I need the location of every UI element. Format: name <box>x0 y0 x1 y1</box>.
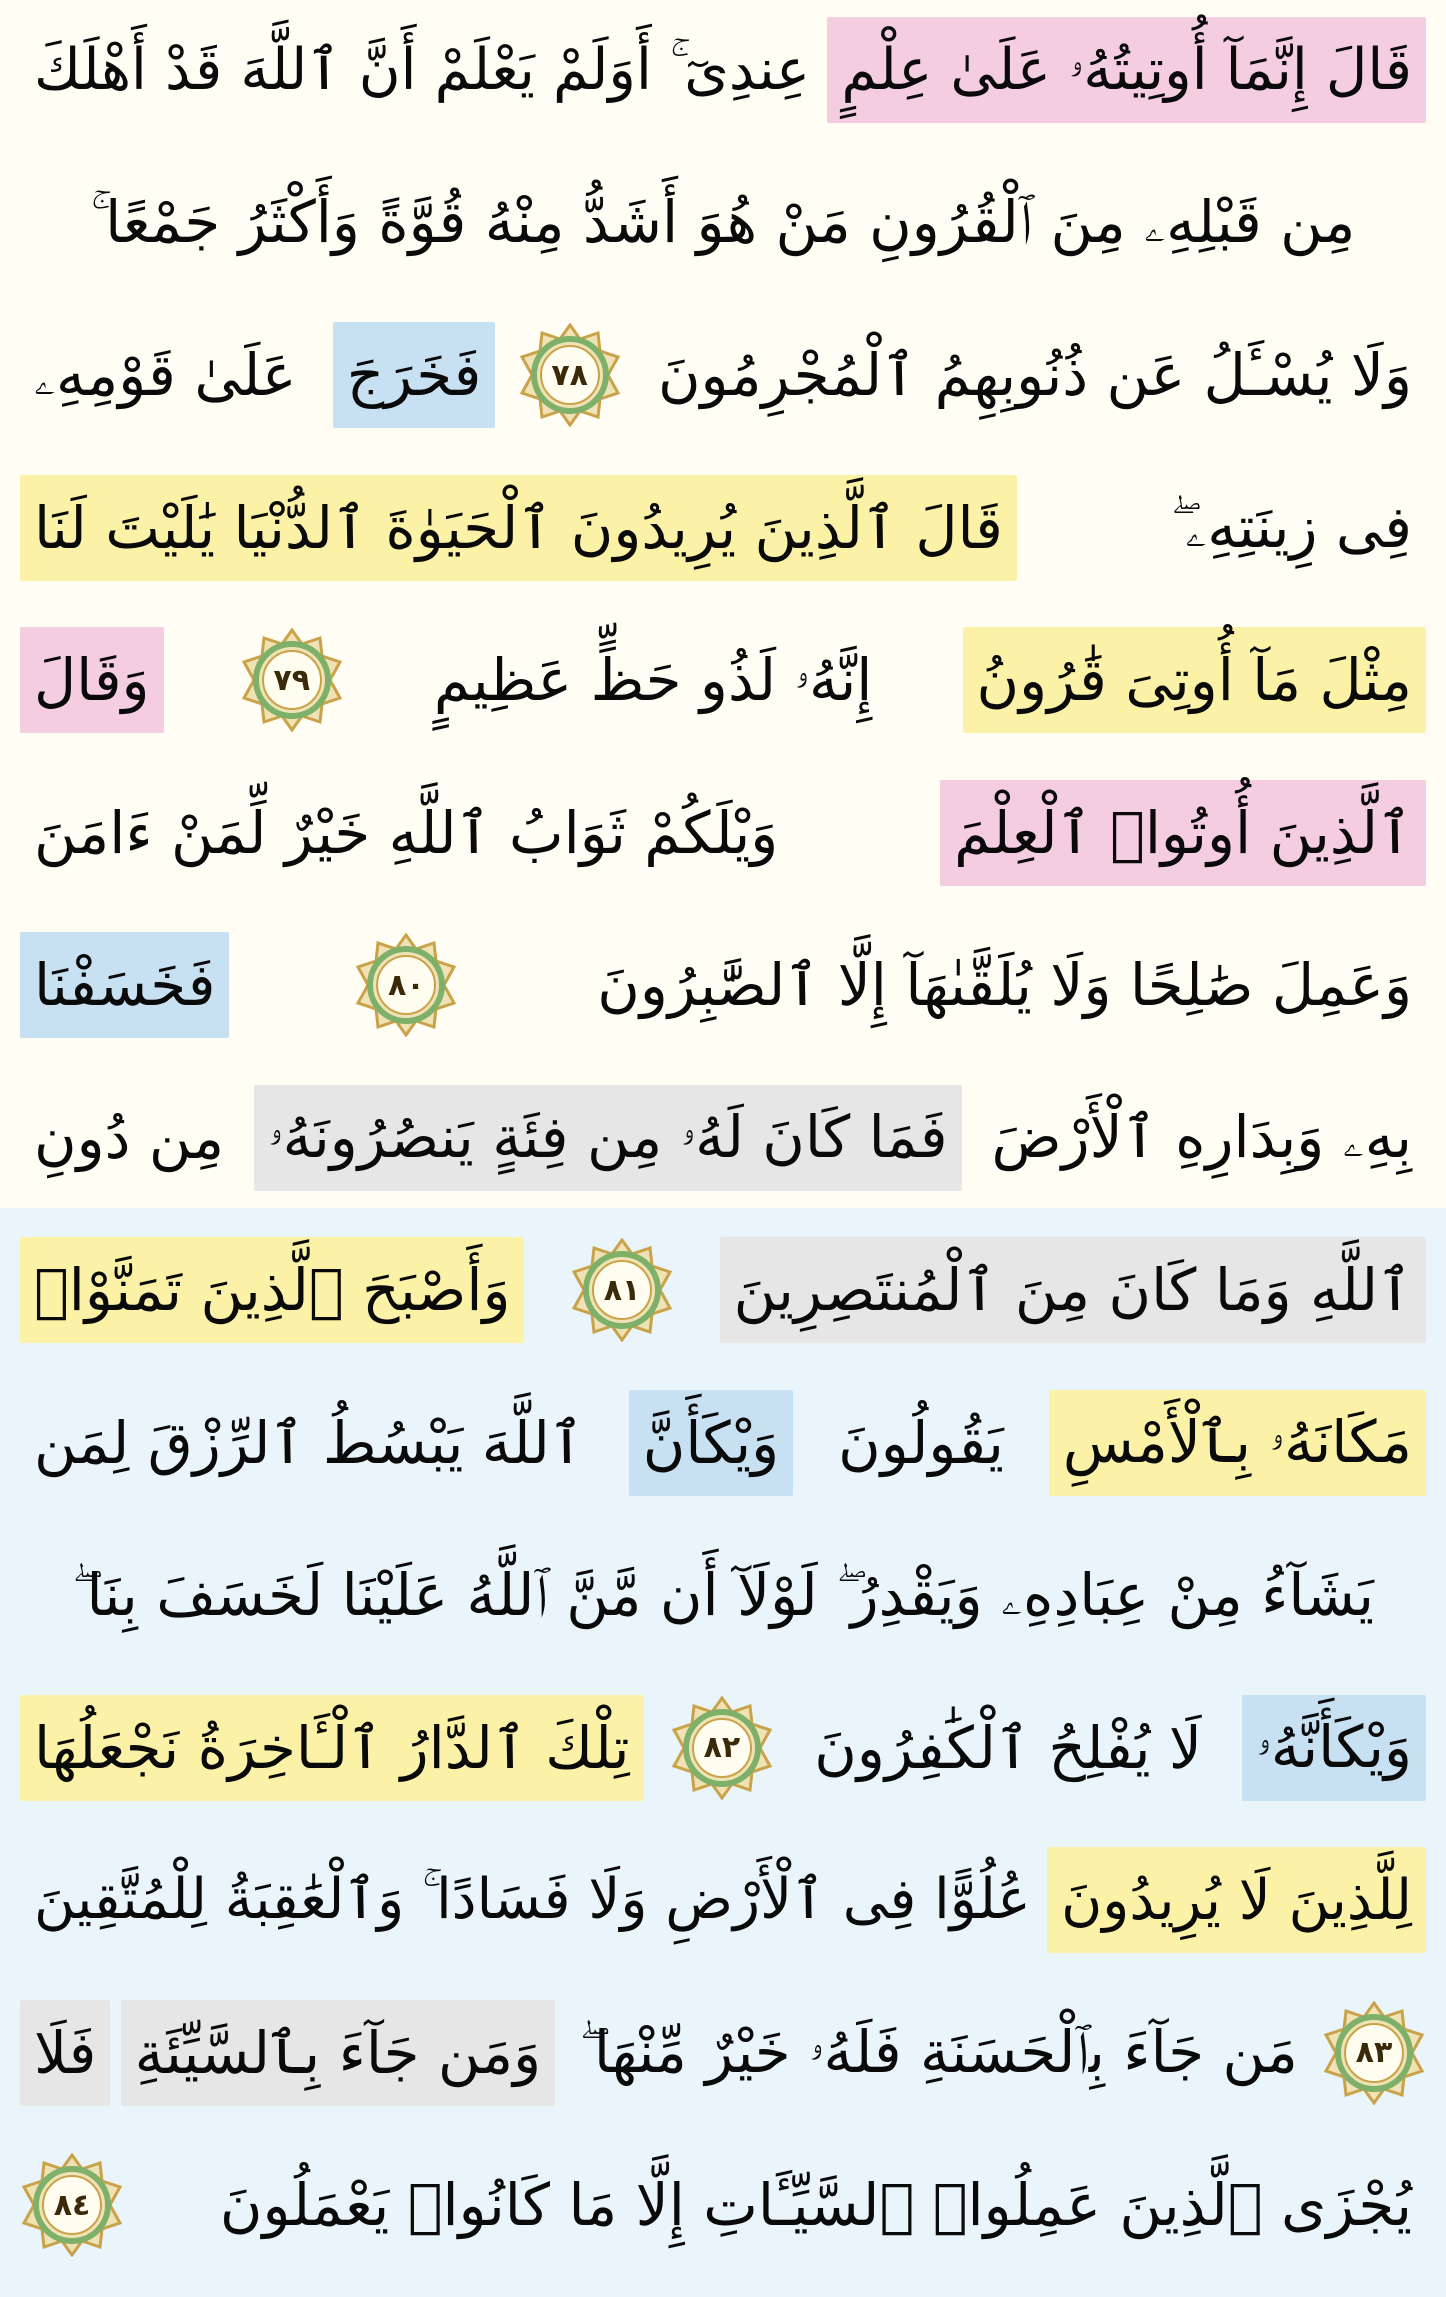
verse-text: إِنَّهُۥ لَذُو حَظٍّ عَظِيمٍ <box>433 645 873 714</box>
highlighted-phrase: مَكَانَهُۥ بِٱلْأَمْسِ <box>1049 1390 1426 1496</box>
highlighted-phrase: ٱللَّهِ وَمَا كَانَ مِنَ ٱلْمُنتَصِرِينَ <box>720 1237 1426 1343</box>
ayah-number-marker <box>354 933 458 1037</box>
ayah-number: ٧٨ <box>551 357 588 393</box>
highlighted-phrase: وَأَصْبَحَ ٱلَّذِينَ تَمَنَّوْا۟ <box>20 1237 524 1343</box>
verse-line <box>20 165 1426 281</box>
ayah-number: ٨٢ <box>703 1730 741 1765</box>
verse-text: لَا يُفْلِحُ ٱلْكَٰفِرُونَ <box>814 1713 1202 1782</box>
verse-line <box>20 1842 1426 1958</box>
verse-text: عَلَىٰ قَوْمِهِۦ <box>34 340 297 409</box>
verse-line <box>20 470 1426 586</box>
ayah-number: ٨١ <box>603 1272 641 1308</box>
verse-text: فِى زِينَتِهِۦ ۖ <box>1170 493 1412 561</box>
verse-line <box>20 1690 1426 1806</box>
highlighted-phrase: مِثْلَ مَآ أُوتِىَ قَٰرُونُ <box>963 627 1426 733</box>
ayah-number-marker <box>670 1696 774 1800</box>
verse-text: يَشَآءُ مِنْ عِبَادِهِۦ وَيَقْدِرُ ۖ لَوْلَآ أَن مَّنَّ ٱللَّهُ عَلَيْنَا لَخَسَفَ بِنَا ۖ <box>72 1560 1374 1629</box>
verse-text: وَيْلَكُمْ ثَوَابُ ٱللَّهِ خَيْرٌ لِّمَنْ ءَامَنَ <box>34 798 779 867</box>
highlighted-phrase: فَلَا <box>20 2000 110 2106</box>
ayah-number-marker <box>240 628 344 732</box>
highlighted-phrase: قَالَ إِنَّمَآ أُوتِيتُهُۥ عَلَىٰ عِلْمٍ <box>827 17 1426 123</box>
verse-line <box>20 1232 1426 1348</box>
highlighted-phrase: فَخَرَجَ <box>333 322 496 428</box>
highlighted-phrase: فَخَسَفْنَا <box>20 932 229 1038</box>
highlighted-phrase: ٱلَّذِينَ أُوتُوا۟ ٱلْعِلْمَ <box>940 780 1426 886</box>
verse-text: وَعَمِلَ صَٰلِحًا وَلَا يُلَقَّىٰهَآ إِلَّا ٱلصَّٰبِرُونَ <box>597 951 1412 1019</box>
highlighted-phrase: وَمَن جَآءَ بِٱلسَّيِّئَةِ <box>121 2000 556 2106</box>
verse-text: ٱللَّهَ يَبْسُطُ ٱلرِّزْقَ لِمَن <box>34 1408 584 1477</box>
verse-line <box>20 775 1426 891</box>
ayah-number: ٨٣ <box>1355 2035 1393 2070</box>
verse-text: مِن دُونِ <box>34 1103 225 1172</box>
verse-text: يَقُولُونَ <box>838 1408 1004 1477</box>
highlighted-phrase: تِلْكَ ٱلدَّارُ ٱلْـَٔاخِرَةُ نَجْعَلُهَا <box>20 1695 644 1801</box>
highlighted-phrase: فَمَا كَانَ لَهُۥ مِن فِئَةٍ يَنصُرُونَهُۥ <box>254 1085 962 1191</box>
highlighted-phrase: وَيْكَأَنَّ <box>629 1390 793 1496</box>
verse-line <box>20 1537 1426 1653</box>
highlighted-phrase: وَقَالَ <box>20 627 164 733</box>
ayah-number: ٨٠ <box>388 967 425 1003</box>
ayah-number-marker <box>20 2153 124 2257</box>
highlighted-phrase: وَيْكَأَنَّهُۥ <box>1242 1695 1426 1801</box>
verse-line <box>20 1080 1426 1196</box>
ayah-number: ٨٤ <box>53 2187 91 2223</box>
ayah-number-marker <box>518 323 622 427</box>
ayah-number-marker <box>1322 2001 1426 2105</box>
verse-line <box>20 1995 1426 2111</box>
verse-line <box>20 2147 1426 2263</box>
verse-text: وَلَا يُسْـَٔلُ عَن ذُنُوبِهِمُ ٱلْمُجْرِمُونَ <box>657 341 1412 409</box>
verse-line <box>20 12 1426 128</box>
verse-line <box>20 1385 1426 1501</box>
verse-text: عُلُوًّا فِى ٱلْأَرْضِ وَلَا فَسَادًا ۚ وَٱلْعَٰقِبَةُ لِلْمُتَّقِينَ <box>34 1867 1031 1932</box>
verse-text: بِهِۦ وَبِدَارِهِ ٱلْأَرْضَ <box>991 1103 1412 1171</box>
highlighted-phrase: لِلَّذِينَ لَا يُرِيدُونَ <box>1047 1847 1426 1953</box>
verse-text: مِن قَبْلِهِۦ مِنَ ٱلْقُرُونِ مَنْ هُوَ أَشَدُّ مِنْهُ قُوَّةً وَأَكْثَرُ جَمْعًا ۚ <box>90 188 1356 256</box>
verse-text: مَن جَآءَ بِٱلْحَسَنَةِ فَلَهُۥ خَيْرٌ مِّنْهَا ۖ <box>579 2018 1298 2086</box>
verse-text: يُجْزَى ٱلَّذِينَ عَمِلُوا۟ ٱلسَّيِّـَٔاتِ إِلَّا مَا كَانُوا۟ يَعْمَلُونَ <box>219 2171 1412 2239</box>
ayah-number: ٧٩ <box>273 662 311 698</box>
verse-line <box>20 317 1426 433</box>
verse-text: عِندِىٓ ۚ أَوَلَمْ يَعْلَمْ أَنَّ ٱللَّهَ قَدْ أَهْلَكَ <box>34 36 811 103</box>
verse-line <box>20 927 1426 1043</box>
highlighted-phrase: قَالَ ٱلَّذِينَ يُرِيدُونَ ٱلْحَيَوٰةَ ٱلدُّنْيَا يَٰلَيْتَ لَنَا <box>20 475 1017 581</box>
verse-line <box>20 622 1426 738</box>
ayah-number-marker <box>570 1238 674 1342</box>
